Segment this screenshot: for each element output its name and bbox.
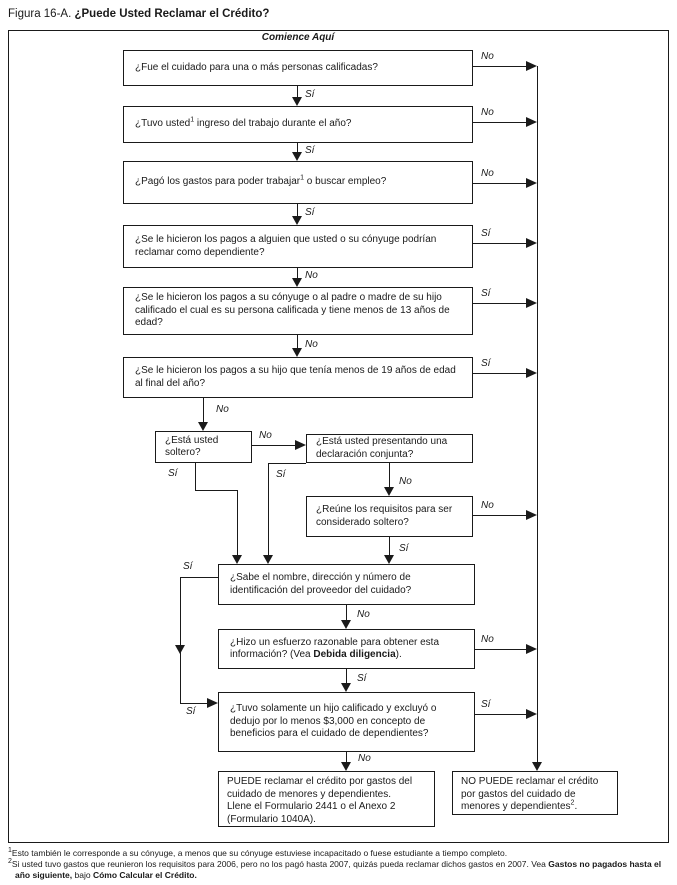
footnote-1: $^1$Esto también le corresponde a su cónyuge, a menos que su cónyuge estuviese incapacitado o fuese estudiante a tiempo completo. [8,847,508,858]
edge-provider-yes-line3 [180,703,207,704]
node-q-provider-info-text: ¿Sabe el nombre, dirección y número de identificación del proveedor del cuidado? [230,572,412,596]
footnote-ref-2: 2 [570,799,575,807]
figure-number: Figura 16-A. [8,8,72,20]
edge-excluded-no-label: No [358,753,371,764]
edge-spouse-parent-yes-arrowhead [526,298,537,308]
edge-spouse-parent-no-label: No [305,339,318,350]
edge-income-yes-arrowhead [292,152,302,161]
edge-dependent-no-label: No [305,270,318,281]
edge-provider-yes-mid-arrowhead [175,645,185,654]
edge-considered-single-yes-arrowhead [384,555,394,564]
edge-child19-no-line [203,398,204,422]
edge-excluded-yes-arrowhead [526,709,537,719]
edge-joint-yes-line2 [268,463,269,555]
edge-effort-yes-line [346,669,347,683]
edge-child19-yes-line [473,373,526,374]
edge-expenses-yes-line [297,204,298,216]
node-q-dependent-text: ¿Se le hicieron los pagos a alguien que usted o su cónyuge podrían reclamar como dependiente? [135,234,437,258]
edge-care-yes-arrowhead [292,97,302,106]
node-q-care [123,50,473,86]
edge-spouse-parent-yes-label: Sí [481,288,491,299]
due-diligence-ref: Debida diligencia [313,649,396,660]
rail-line [537,66,538,763]
node-q-spouse-parent [123,287,473,335]
edge-joint-yes-arrowhead [263,555,273,564]
edge-effort-no-label: No [481,634,494,645]
edge-joint-no-label: No [399,476,412,487]
edge-income-no-line [473,122,526,123]
edge-dependent-no-line [297,268,298,278]
edge-excluded-no-line [346,752,347,762]
edge-considered-single-no-label: No [481,500,494,511]
node-result-cannot-text: NO PUEDE reclamar el crédito por gastos del cuidado de menores y dependientes$^2$. [461,776,599,812]
node-q-expenses-text: ¿Pagó los gastos para poder trabajar$^1$ o buscar empleo? [135,174,387,188]
edge-income-no-label: No [481,107,494,118]
edge-effort-no-arrowhead [526,644,537,654]
edge-joint-yes-line1 [268,463,306,464]
edge-expenses-yes-arrowhead [292,216,302,225]
edge-effort-yes-arrowhead [341,683,351,692]
edge-care-yes-label: Sí [305,89,315,100]
edge-provider-yes-line1 [180,577,218,578]
edge-provider-yes-label-top: Sí [183,561,193,572]
node-result-can [218,771,435,827]
edge-joint-yes-label: Sí [276,469,286,480]
edge-dependent-yes-line [473,243,526,244]
edge-income-no-arrowhead [526,117,537,127]
edge-excluded-yes-line [475,714,526,715]
edge-dependent-yes-arrowhead [526,238,537,248]
edge-single-yes-line1 [195,463,196,490]
node-q-care-text: ¿Fue el cuidado para una o más personas calificadas? [135,61,378,73]
edge-single-no-line [252,445,295,446]
node-q-single [155,431,252,463]
edge-child19-yes-arrowhead [526,368,537,378]
node-q-effort-text: ¿Hizo un esfuerzo razonable para obtener esta información? (Vea Debida diligencia). [230,636,440,660]
edge-single-no-arrowhead [295,440,306,450]
node-q-joint-text: ¿Está usted presentando una declaración conjunta? [316,436,448,460]
edge-income-yes-label: Sí [305,145,315,156]
edge-care-yes-line [297,86,298,97]
node-q-expenses [123,161,473,204]
node-q-effort [218,629,475,669]
edge-care-no-label: No [481,51,494,62]
node-q-income [123,106,473,143]
edge-expenses-no-arrowhead [526,178,537,188]
node-q-excluded-text: ¿Tuvo solamente un hijo calificado y excluyó o dedujo por lo menos $3,000 en concepto de beneficios para el cuidado de dependientes? [230,703,437,740]
edge-spouse-parent-yes-line [473,303,526,304]
edge-excluded-no-arrowhead [341,762,351,771]
edge-provider-no-line [346,605,347,620]
edge-provider-no-arrowhead [341,620,351,629]
edge-effort-no-line [475,649,526,650]
node-q-joint [306,434,473,463]
edge-excluded-yes-label: Sí [481,699,491,710]
edge-single-yes-line3 [237,490,238,555]
edge-joint-no-line [389,463,390,487]
figure-title [8,8,269,20]
node-q-excluded [218,692,475,752]
node-q-dependent [123,225,473,268]
edge-expenses-no-line [473,183,526,184]
edge-considered-single-no-arrowhead [526,510,537,520]
footnote-ref-1: 1 [190,116,195,124]
edge-joint-no-arrowhead [384,487,394,496]
node-q-provider-info [218,564,475,605]
footnote-2: $^2$Si usted tuvo gastos que reunieron los requisitos para 2006, pero no los pagó hasta 2007, quizás pueda reclamar dichos gastos en 2007. Vea Gastos no pagados hasta el año siguiente, bajo Cómo Calcular el Crédito. [8,858,662,880]
rail-arrowhead [532,762,542,771]
edge-provider-yes-arrowhead [207,698,218,708]
edge-spouse-parent-no-line [297,335,298,348]
start-label: Comience Aquí [261,32,335,43]
edge-provider-yes-line2 [180,577,181,703]
node-q-considered-single-text: ¿Reúne los requisitos para ser considerado soltero? [316,504,453,528]
edge-expenses-yes-label: Sí [305,207,315,218]
node-q-single-text: ¿Está usted soltero? [165,434,219,458]
node-result-can-text: PUEDE reclamar el crédito por gastos del cuidado de menores y dependientes. Llene el Formulario 2441 o el Anexo 2 (Formulario 1040A). [227,776,413,825]
edge-spouse-parent-no-arrowhead [292,348,302,357]
node-q-considered-single [306,496,473,537]
edge-child19-yes-label: Sí [481,358,491,369]
edge-provider-no-label: No [357,609,370,620]
node-q-child19 [123,357,473,398]
edge-child19-no-arrowhead [198,422,208,431]
node-result-cannot [452,771,618,815]
edge-provider-yes-label-bottom: Sí [186,706,196,717]
edge-child19-no-label: No [216,404,229,415]
footnote-ref-1: 1 [300,174,305,182]
edge-dependent-no-arrowhead [292,278,302,287]
edge-care-no-arrowhead [526,61,537,71]
edge-care-no-line [473,66,526,67]
edge-single-yes-label: Sí [168,468,178,479]
node-q-spouse-parent-text: ¿Se le hicieron los pagos a su cónyuge o al padre o madre de su hijo calificado el cual es su persona calificada y tiene menos de 13 años de edad? [135,292,450,329]
edge-considered-single-yes-label: Sí [399,543,409,554]
edge-income-yes-line [297,143,298,152]
edge-single-yes-arrowhead [232,555,242,564]
edge-expenses-no-label: No [481,168,494,179]
edge-single-yes-line2 [195,490,237,491]
edge-dependent-yes-label: Sí [481,228,491,239]
node-q-income-text: ¿Tuvo usted$^1$ ingreso del trabajo durante el año? [135,116,352,130]
edge-effort-yes-label: Sí [357,673,367,684]
figure-question: ¿Puede Usted Reclamar el Crédito? [74,8,270,20]
edge-considered-single-yes-line [389,537,390,555]
node-q-child19-text: ¿Se le hicieron los pagos a su hijo que tenía menos de 19 años de edad al final del año? [135,365,456,389]
edge-single-no-label: No [259,430,272,441]
edge-considered-single-no-line [473,515,526,516]
